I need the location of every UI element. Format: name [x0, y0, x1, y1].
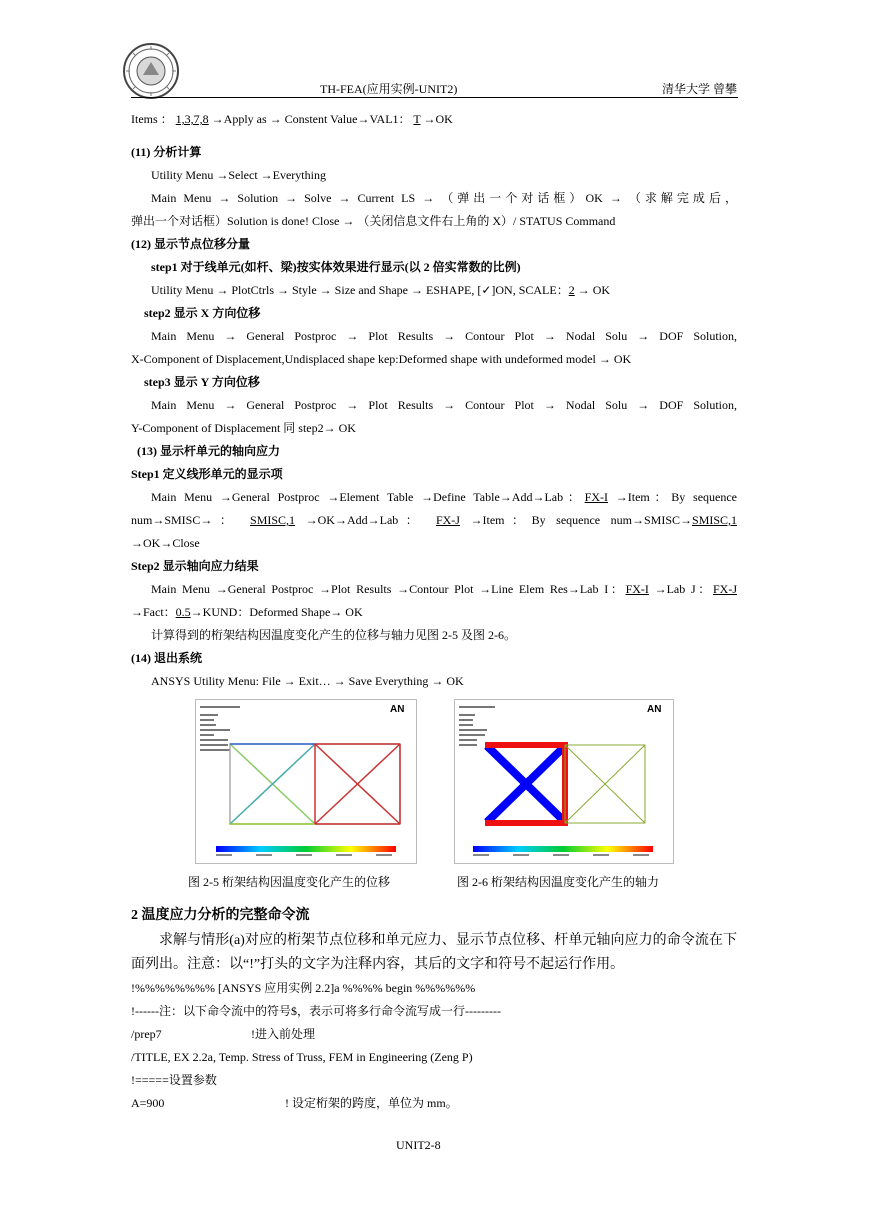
- text-line: Main Menu → General Postproc → Plot Results → Contour Plot → Nodal Solu → DOF Solution,: [151, 329, 737, 343]
- code-line: /TITLE, EX 2.2a, Temp. Stress of Truss, FEM in Engineering (Zeng P): [131, 1050, 473, 1064]
- text-line: Utility Menu →Select →Everything: [151, 168, 326, 182]
- text-line: 弹出一个对话框）Solution is done! Close → （关闭信息文件右上角的 X）/ STATUS Command: [131, 214, 616, 228]
- header-author: 清华大学 曾攀: [661, 82, 737, 96]
- section-heading: (13) 显示杆单元的轴向应力: [137, 444, 280, 458]
- code-line: !------注：以下命令流中的符号$，表示可将多行命令流写成一行---------: [131, 1004, 501, 1018]
- svg-text:AN: AN: [390, 704, 405, 715]
- page-footer: UNIT2-8: [396, 1138, 441, 1152]
- code-line: !=====设置参数: [131, 1073, 217, 1087]
- text-line: 计算得到的桁架结构因温度变化产生的位移与轴力见图 2-5 及图 2-6。: [151, 628, 516, 642]
- section-heading: (11) 分析计算: [131, 145, 202, 159]
- step-heading: Step1 定义线形单元的显示项: [131, 467, 283, 481]
- text-line: Main Menu →General Postproc →Plot Results →Contour Plot →Line Elem Res→Lab I：FX-I →Lab J：FX-J: [151, 582, 737, 596]
- section-2-title: 2 温度应力分析的完整命令流: [131, 908, 310, 923]
- section-heading: (14) 退出系统: [131, 651, 202, 665]
- axial-force-figure: [454, 699, 674, 864]
- text-line: Main Menu →General Postproc →Element Table →Define Table→Add→Lab：FX-I →Item：By sequence: [151, 490, 737, 504]
- figure-caption-2-6: 图 2-6 桁架结构因温度变化产生的轴力: [457, 875, 659, 889]
- text-line: ANSYS Utility Menu: File → Exit… → Save Everything → OK: [151, 674, 464, 688]
- step-heading: Step2 显示轴向应力结果: [131, 559, 259, 573]
- code-line: A=900 ! 设定桁架的跨度，单位为 mm。: [131, 1096, 458, 1110]
- main-content: [131, 108, 737, 1115]
- svg-text:AN: AN: [647, 704, 662, 715]
- section-heading: (12) 显示节点位移分量: [131, 237, 250, 251]
- section-2-paragraph: 求解与情形(a)对应的桁架节点位移和单元应力、显示节点位移、杆单元轴向应力的命令流在下面列出。注意：以“!”打头的文字为注释内容，其后的文字和符号不起运行作用。: [131, 933, 737, 972]
- tsinghua-seal-logo: [122, 42, 180, 100]
- displacement-figure: [195, 699, 417, 864]
- header-title: TH-FEA(应用实例-UNIT2): [320, 82, 458, 96]
- step-heading: step2 显示 X 方向位移: [144, 306, 261, 320]
- figure-caption-2-5: 图 2-5 桁架结构因温度变化产生的位移: [188, 875, 390, 889]
- code-line: /prep7 !进入前处理: [131, 1027, 315, 1041]
- text-line: Utility Menu → PlotCtrls → Style → Size and Shape → ESHAPE, [✓]ON, SCALE：2 → OK: [151, 283, 611, 297]
- text-line: →OK→Close: [131, 536, 200, 550]
- text-line: X-Component of Displacement,Undisplaced shape kep:Deformed shape with undeformed model → OK: [131, 352, 632, 366]
- step-heading: step1 对于线单元(如杆、梁)按实体效果进行显示(以 2 倍实常数的比例): [151, 260, 521, 274]
- items-line: Items ： 1,3,7,8 →Apply as → Constent Value→VAL1： T →OK: [131, 112, 453, 126]
- text-line: Main Menu → General Postproc → Plot Results → Contour Plot → Nodal Solu → DOF Solution,: [151, 398, 737, 412]
- figure-captions: [131, 869, 737, 897]
- text-line: num→SMISC→： SMISC,1 →OK→Add→Lab： FX-J →Item：By sequence num→SMISC→SMISC,1: [131, 513, 738, 527]
- code-line: !%%%%%%%% [ANSYS 应用实例 2.2]a %%%% begin %%%%%%: [131, 981, 476, 995]
- text-line: Main Menu → Solution → Solve → Current LS → （弹出一个对话框）OK → （求解完成后，: [151, 191, 737, 205]
- text-line: →Fact：0.5→KUND：Deformed Shape→ OK: [131, 605, 363, 619]
- text-line: Y-Component of Displacement 同 step2→ OK: [131, 421, 356, 435]
- figures-row: [131, 699, 737, 869]
- header-rule: [131, 97, 738, 98]
- step-heading: step3 显示 Y 方向位移: [144, 375, 260, 389]
